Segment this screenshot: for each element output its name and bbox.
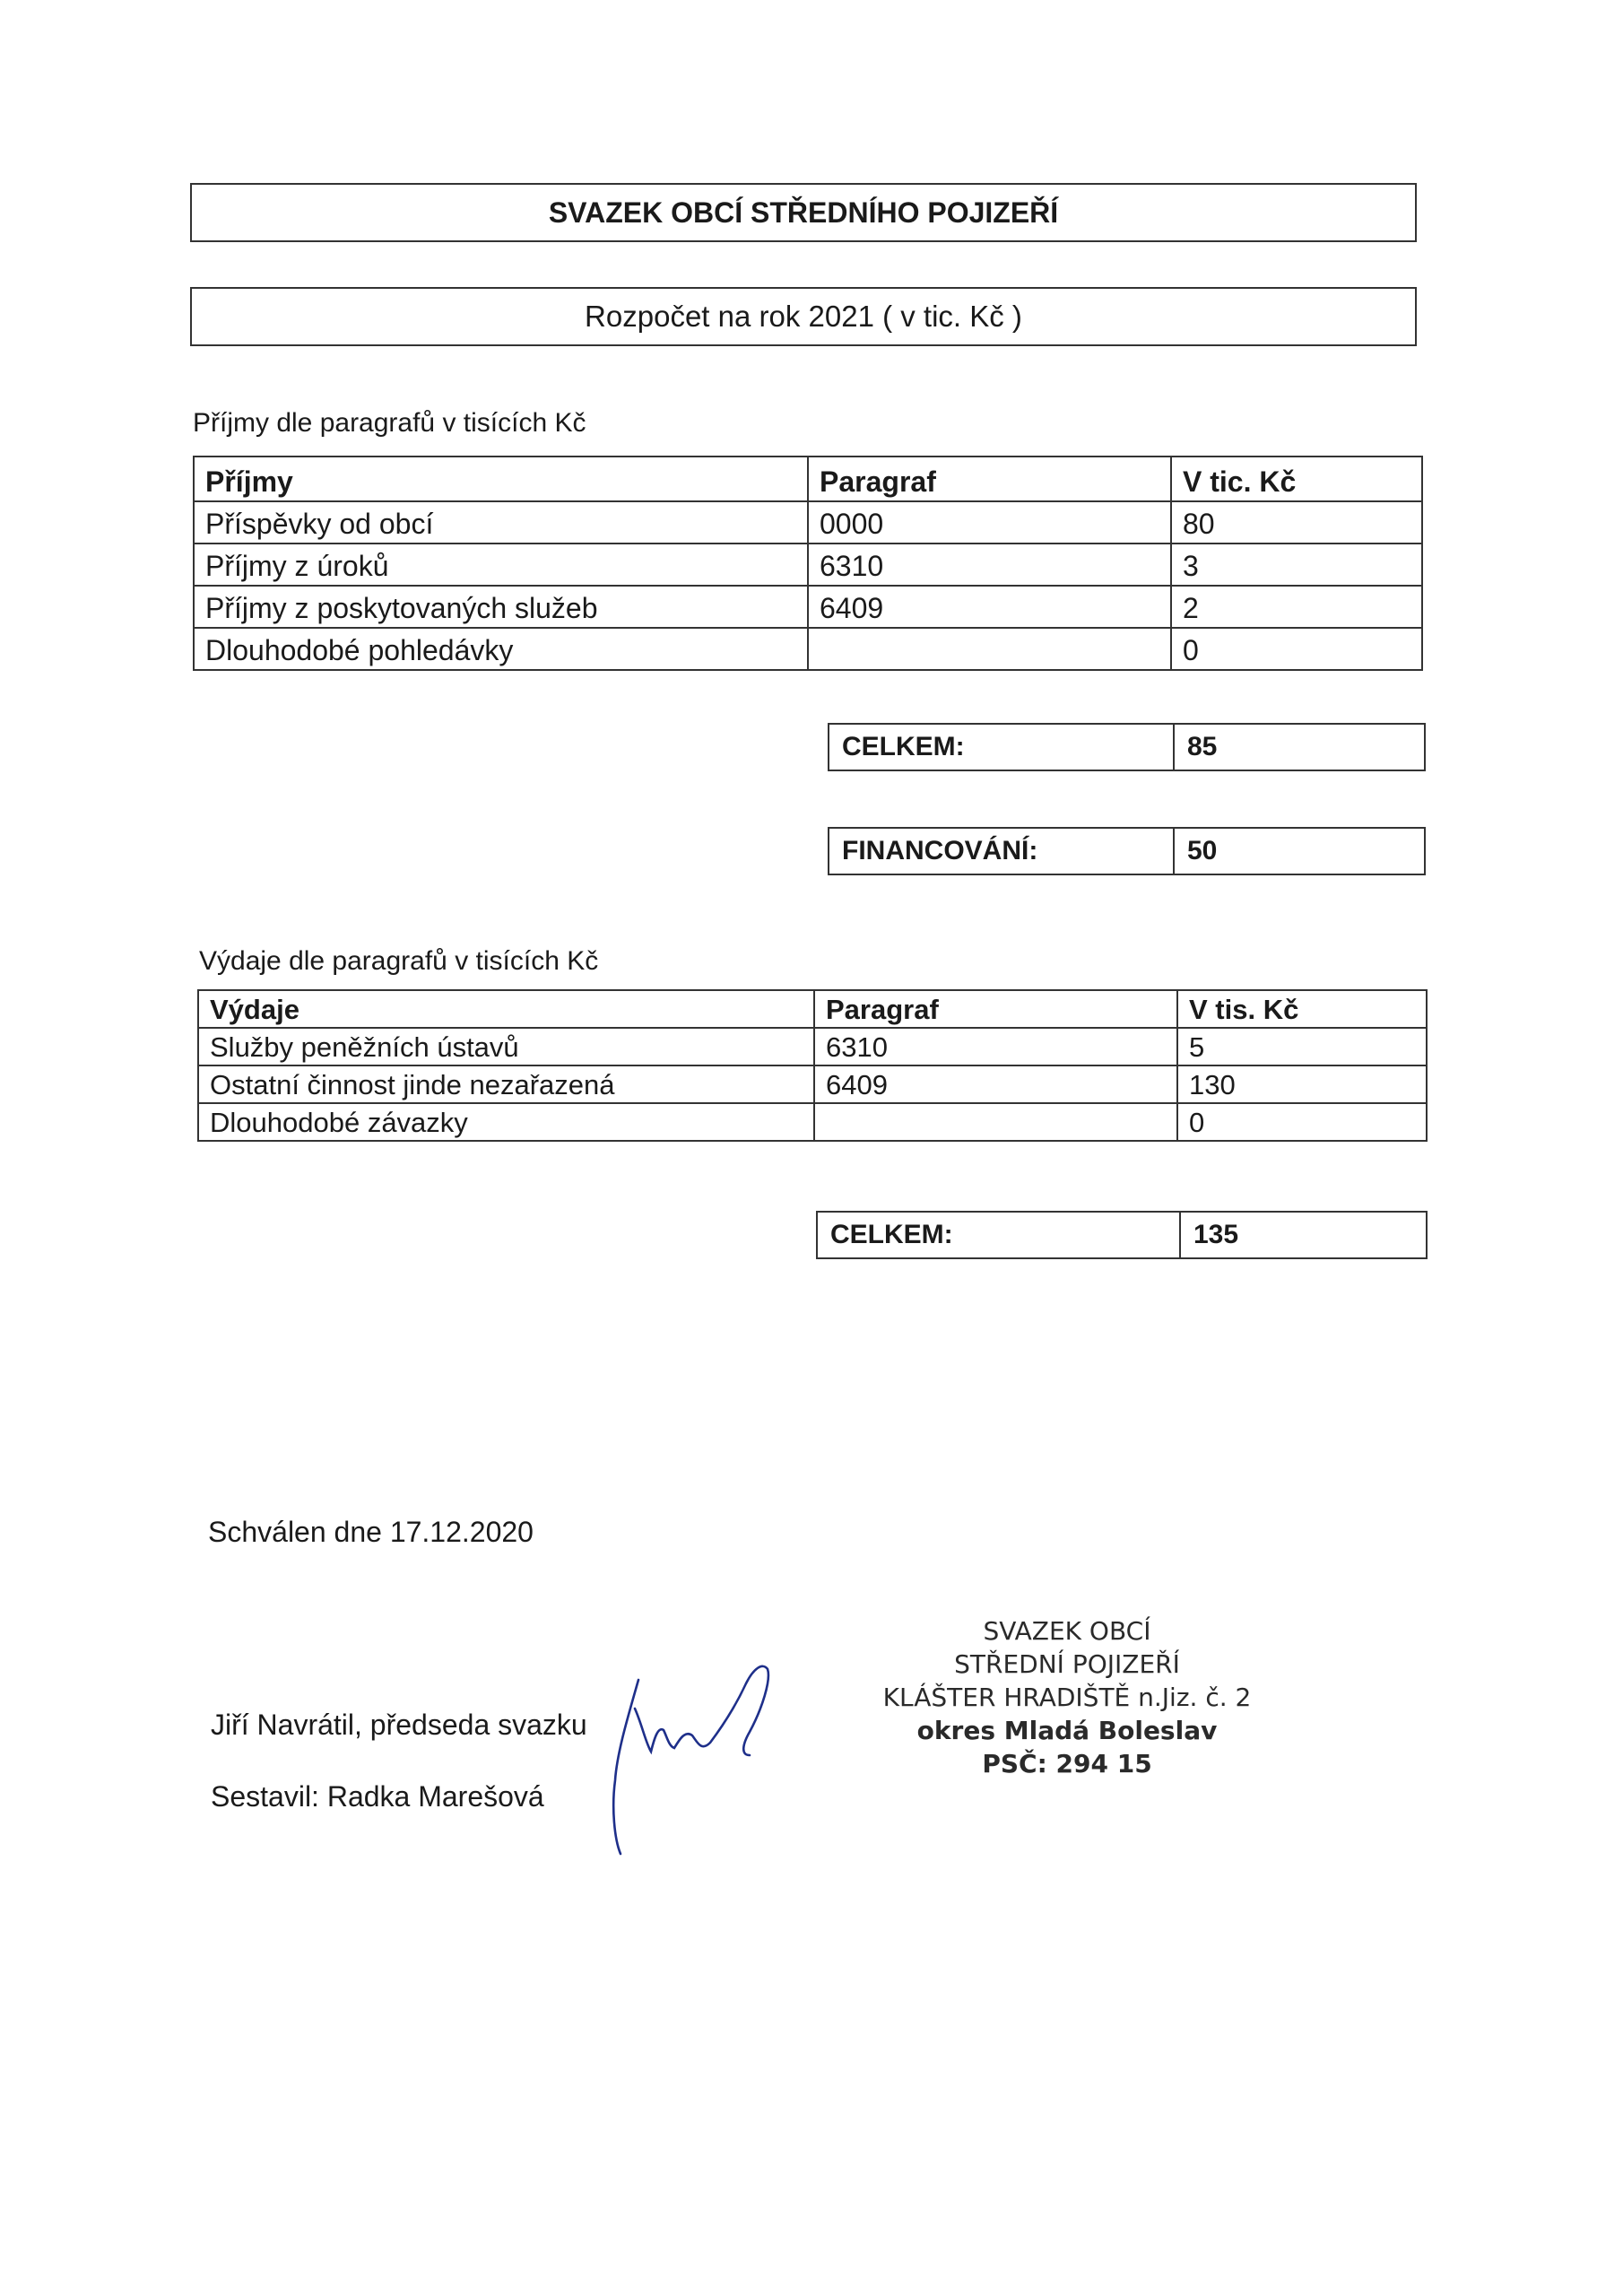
expense-name: Ostatní činnost jinde nezařazená	[198, 1065, 814, 1103]
income-amount: 80	[1171, 501, 1422, 544]
income-amount: 3	[1171, 544, 1422, 586]
financing-label: FINANCOVÁNÍ:	[829, 828, 1174, 874]
expense-name: Služby peněžních ústavů	[198, 1028, 814, 1065]
approval-date: Schválen dne 17.12.2020	[208, 1516, 534, 1548]
column-header: Příjmy	[194, 457, 808, 501]
stamp-line: STŘEDNÍ POJIZEŘÍ	[954, 1649, 1180, 1679]
compiled-by: Sestavil: Radka Marešová	[211, 1780, 544, 1813]
expenses-total-value: 135	[1180, 1212, 1427, 1258]
expenses-total-box	[816, 1211, 1428, 1259]
income-name: Příjmy z poskytovaných služeb	[194, 586, 808, 628]
budget-title: Rozpočet na rok 2021 ( v tic. Kč )	[585, 300, 1022, 333]
income-section-label: Příjmy dle paragrafů v tisících Kč	[193, 408, 586, 438]
income-name: Příjmy z úroků	[194, 544, 808, 586]
expense-amount: 130	[1177, 1065, 1427, 1103]
expenses-total-label: CELKEM:	[817, 1212, 1180, 1258]
column-header: Paragraf	[808, 457, 1171, 501]
column-header: V tis. Kč	[1177, 990, 1427, 1028]
column-header: Výdaje	[198, 990, 814, 1028]
income-table-header	[194, 457, 1422, 501]
stamp-line: PSČ: 294 15	[982, 1749, 1152, 1779]
expense-paragraph: 6409	[814, 1065, 1177, 1103]
income-amount: 2	[1171, 586, 1422, 628]
income-paragraph: 6409	[808, 586, 1171, 628]
income-paragraph	[808, 628, 1171, 670]
income-paragraph: 0000	[808, 501, 1171, 544]
stamp-line: SVAZEK OBCÍ	[983, 1616, 1151, 1646]
financing-value: 50	[1174, 828, 1425, 874]
column-header: Paragraf	[814, 990, 1177, 1028]
stamp-line: okres Mladá Boleslav	[916, 1716, 1218, 1745]
income-paragraph: 6310	[808, 544, 1171, 586]
income-name: Příspěvky od obcí	[194, 501, 808, 544]
expenses-table	[197, 989, 1428, 1142]
column-header: V tic. Kč	[1171, 457, 1422, 501]
income-table	[193, 456, 1423, 671]
expense-name: Dlouhodobé závazky	[198, 1103, 814, 1141]
table-row	[194, 501, 1422, 544]
income-amount: 0	[1171, 628, 1422, 670]
financing-box	[828, 827, 1426, 875]
handwritten-signature	[592, 1655, 798, 1857]
organization-title-box	[190, 183, 1417, 242]
table-row	[194, 544, 1422, 586]
table-row	[198, 1065, 1427, 1103]
income-name: Dlouhodobé pohledávky	[194, 628, 808, 670]
expenses-table-header	[198, 990, 1427, 1028]
table-row	[194, 586, 1422, 628]
stamp-line: KLÁŠTER HRADIŠTĚ n.Jiz. č. 2	[882, 1683, 1252, 1712]
table-row	[198, 1103, 1427, 1141]
income-total-box	[828, 723, 1426, 771]
chairman-name: Jiří Navrátil, předseda svazku	[211, 1709, 587, 1741]
official-stamp	[834, 1614, 1300, 1780]
expense-amount: 0	[1177, 1103, 1427, 1141]
income-total-label: CELKEM:	[829, 724, 1174, 770]
expense-paragraph: 6310	[814, 1028, 1177, 1065]
budget-title-box	[190, 287, 1417, 346]
table-row	[198, 1028, 1427, 1065]
income-total-value: 85	[1174, 724, 1425, 770]
organization-title: SVAZEK OBCÍ STŘEDNÍHO POJIZEŘÍ	[548, 196, 1059, 229]
expense-amount: 5	[1177, 1028, 1427, 1065]
expense-paragraph	[814, 1103, 1177, 1141]
expenses-section-label: Výdaje dle paragrafů v tisících Kč	[199, 946, 599, 976]
table-row	[194, 628, 1422, 670]
